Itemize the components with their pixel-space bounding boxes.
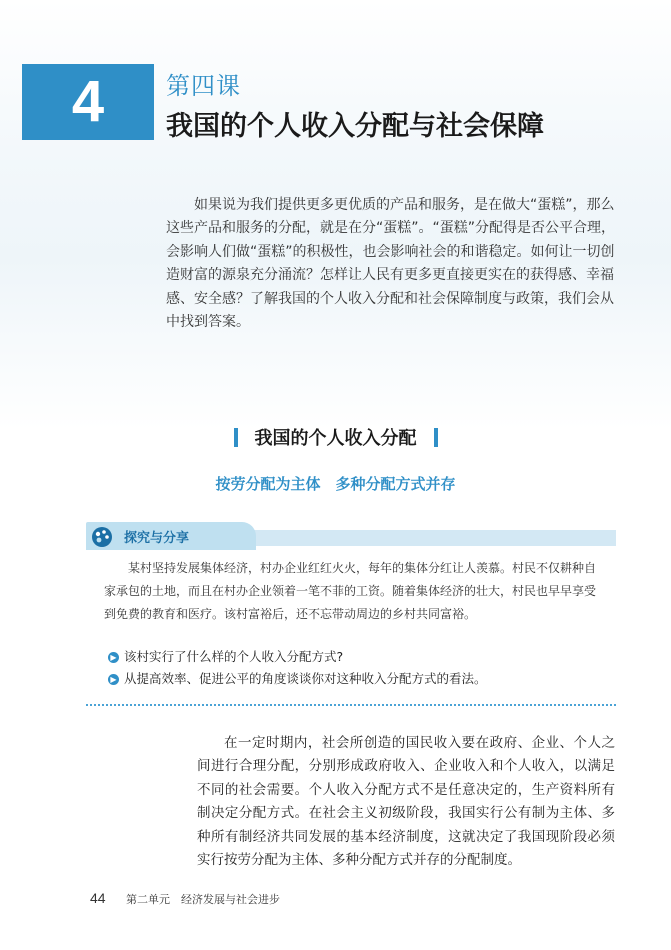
- lesson-number: 4: [71, 69, 105, 134]
- dotted-divider: [86, 704, 616, 706]
- section-title: 我国的个人收入分配: [254, 428, 417, 449]
- list-item: [108, 668, 608, 690]
- lesson-title: 我国的个人收入分配与社会保障: [166, 111, 544, 142]
- question-list: [108, 646, 608, 690]
- palette-icon: [90, 525, 114, 549]
- list-item: [108, 646, 608, 668]
- question-text: 从提高效率、促进公平的角度谈谈你对这种收入分配方式的看法。: [124, 671, 487, 686]
- lesson-number-badge: [22, 64, 154, 140]
- page-number: 44: [90, 890, 106, 906]
- question-text: 该村实行了什么样的个人收入分配方式?: [124, 649, 344, 664]
- lesson-label: 第四课: [166, 72, 241, 100]
- arrow-bullet-icon: ▶: [108, 674, 119, 685]
- arrow-bullet-icon: ▶: [108, 652, 119, 663]
- body-paragraph: 在一定时期内，社会所创造的国民收入要在政府、企业、个人之间进行合理分配，分别形成政府收入、企业收入和个人收入，以满足不同的社会需要。个人收入分配方式不是任意决定的，生产资料所有制决定分配方式。在社会主义初级阶段，我国实行公有制为主体、多种所有制经济共同发展的基本经济制度，这就决定了我国现阶段必须实行按劳分配为主体、多种分配方式并存的分配制度。: [197, 735, 615, 869]
- heading-bar-right: [434, 428, 438, 447]
- heading-bar-left: [234, 428, 238, 447]
- unit-title: 第二单元 经济发展与社会进步: [126, 893, 280, 906]
- explore-label: 探究与分享: [124, 531, 190, 546]
- subsection-title: 按劳分配为主体 多种分配方式并存: [215, 475, 456, 493]
- intro-paragraph: 如果说为我们提供更多更优质的产品和服务，是在做大“蛋糕”，那么这些产品和服务的分配，就是在分“蛋糕”。“蛋糕”分配得是否公平合理，会影响人们做“蛋糕”的积极性，也会影响社会的和谐稳定。如何让一切创造财富的源泉充分涌流？怎样让人民有更多更直接更实在的获得感、幸福感、安全感？了解我国的个人收入分配和社会保障制度与政策，我们会从中找到答案。: [166, 197, 616, 331]
- section-heading: [0, 424, 671, 450]
- case-paragraph: 某村坚持发展集体经济，村办企业红红火火，每年的集体分红让人羡慕。村民不仅耕种自家承包的土地，而且在村办企业领着一笔不菲的工资。随着集体经济的壮大，村民也早早享受到免费的教育和医疗。该村富裕后，还不忘带动周边的乡村共同富裕。: [104, 561, 597, 621]
